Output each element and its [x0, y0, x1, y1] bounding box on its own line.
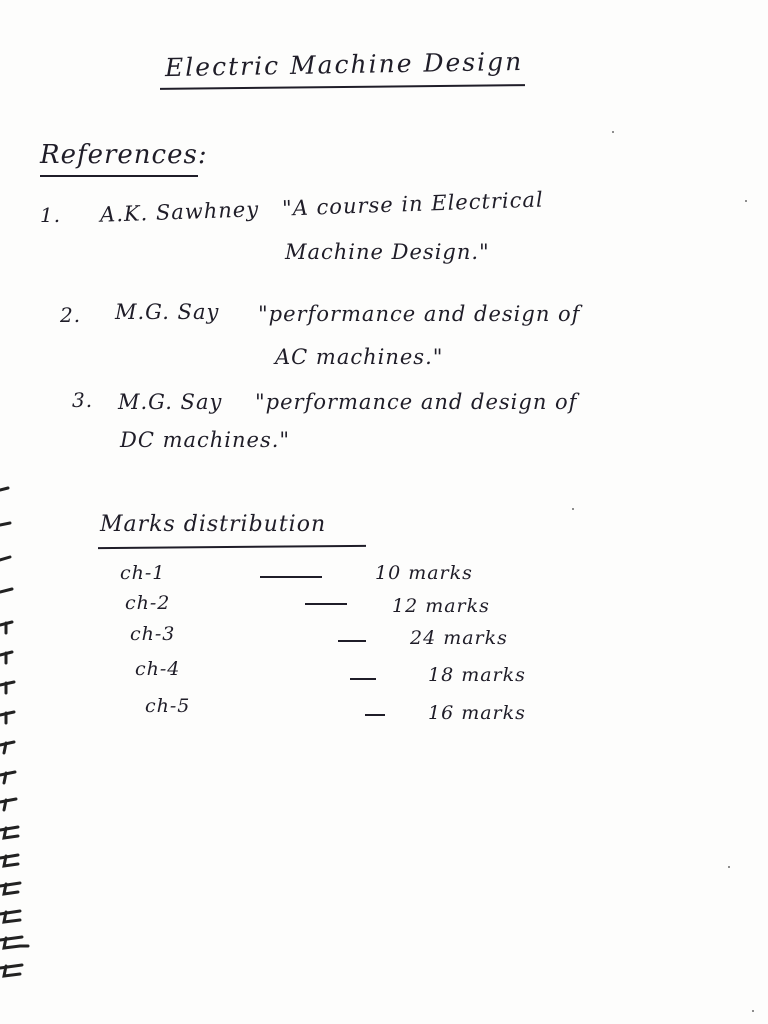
- chapter-label: ch-3: [130, 623, 176, 645]
- reference-title-line1: "performance and design of: [258, 302, 581, 326]
- row-dash: [365, 714, 385, 716]
- reference-title-line2: AC machines.": [275, 345, 444, 369]
- chapter-label: ch-4: [135, 658, 181, 680]
- chapter-marks: 18 marks: [428, 664, 526, 686]
- reference-author: M.G. Say: [118, 390, 223, 414]
- reference-title-line2: Machine Design.": [285, 240, 490, 264]
- marks-distribution-heading: Marks distribution: [100, 512, 327, 537]
- reference-author: A.K. Sawhney: [99, 197, 260, 227]
- row-dash: [305, 603, 347, 605]
- row-dash: [338, 640, 366, 642]
- reference-number: 2.: [60, 303, 82, 327]
- paper-speck: [752, 1010, 754, 1012]
- reference-title-line2: DC machines.": [120, 428, 291, 452]
- reference-number: 3.: [72, 388, 94, 412]
- chapter-marks: 10 marks: [375, 562, 473, 584]
- references-underline: [40, 175, 198, 177]
- chapter-label: ch-2: [125, 592, 171, 614]
- reference-number: 1.: [40, 203, 62, 227]
- title-underline: [160, 84, 525, 90]
- reference-title-line1: "performance and design of: [255, 390, 578, 414]
- chapter-marks: 12 marks: [392, 595, 490, 617]
- chapter-label: ch-5: [145, 695, 191, 717]
- reference-author: M.G. Say: [115, 300, 220, 324]
- marks-distribution-underline: [98, 545, 366, 549]
- chapter-marks: 24 marks: [410, 627, 508, 649]
- paper-speck: [612, 131, 614, 133]
- references-heading: References:: [40, 140, 208, 170]
- paper-speck: [745, 200, 747, 202]
- paper-speck: [728, 866, 730, 868]
- chapter-label: ch-1: [120, 562, 166, 584]
- row-dash: [260, 576, 322, 578]
- chapter-marks: 16 marks: [428, 702, 526, 724]
- page-title: Electric Machine Design: [164, 46, 524, 83]
- row-dash: [350, 678, 376, 680]
- reference-title-line1: "A course in Electrical: [281, 187, 545, 221]
- spiral-binding: [0, 440, 40, 1000]
- paper-speck: [572, 508, 574, 510]
